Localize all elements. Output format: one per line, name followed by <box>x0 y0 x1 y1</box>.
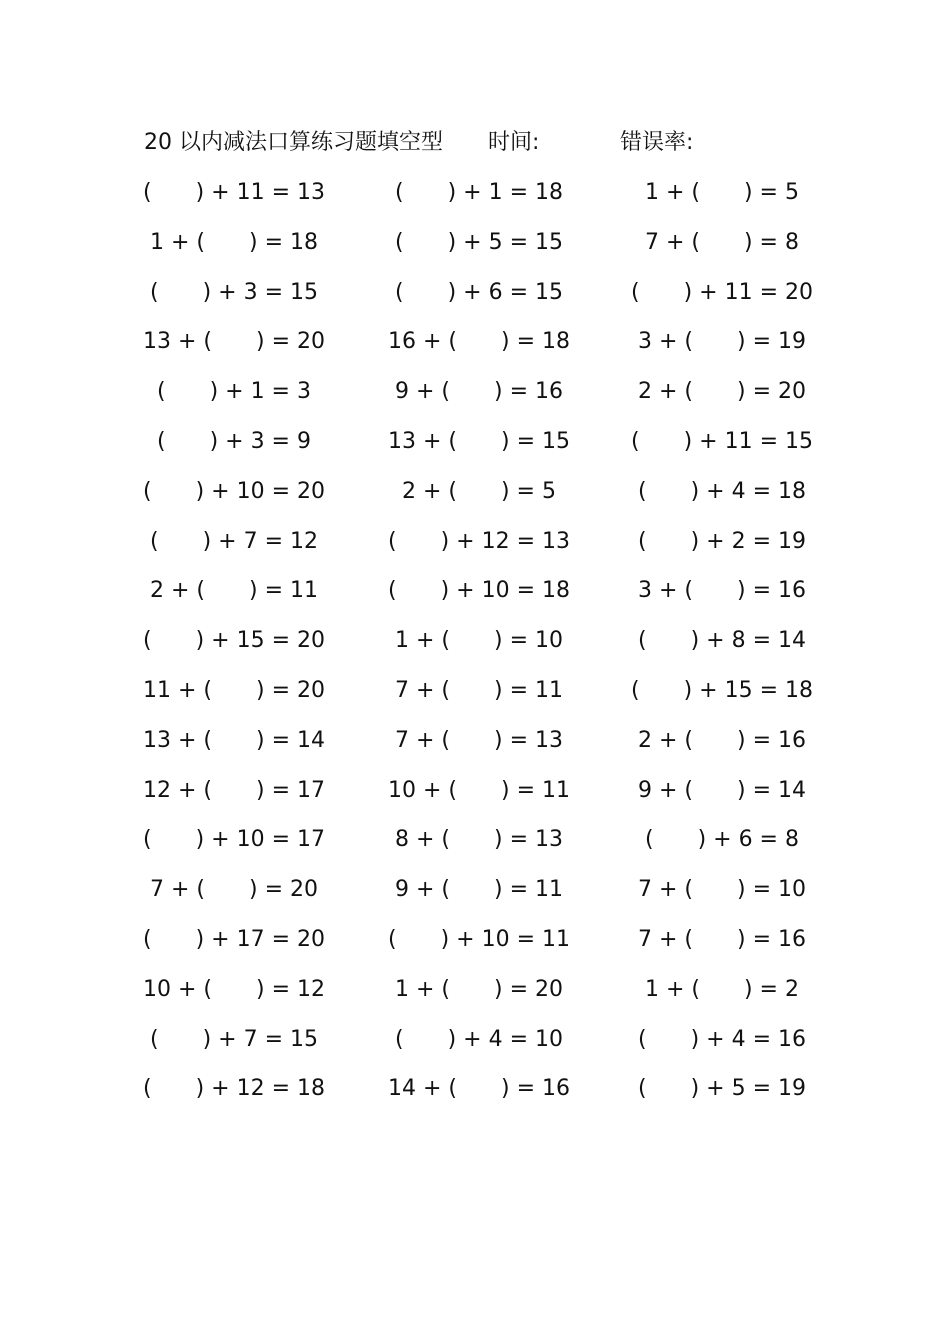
problem-cell[interactable] <box>379 623 579 659</box>
problem-row <box>130 1022 820 1072</box>
problem-text: ( ) + 5 = 15 <box>395 229 563 255</box>
problem-row <box>130 225 820 275</box>
problem-text: 3 + ( ) = 19 <box>638 329 806 355</box>
problem-text: ( ) + 4 = 18 <box>638 478 806 504</box>
problem-text: 13 + ( ) = 14 <box>143 727 325 753</box>
problem-cell[interactable] <box>379 1022 579 1058</box>
problem-row <box>130 822 820 872</box>
problem-text: ( ) + 12 = 13 <box>388 528 570 554</box>
problem-cell[interactable] <box>622 1071 822 1107</box>
problem-row <box>130 723 820 773</box>
problem-text: ( ) + 8 = 14 <box>638 628 806 654</box>
problem-cell[interactable] <box>134 1071 334 1107</box>
problem-cell[interactable] <box>622 922 822 958</box>
problem-text: 1 + ( ) = 10 <box>395 628 563 654</box>
problem-row <box>130 324 820 374</box>
problem-text: 2 + ( ) = 16 <box>638 727 806 753</box>
problem-text: ( ) + 6 = 8 <box>644 827 799 853</box>
problem-cell[interactable] <box>134 374 334 410</box>
problem-cell[interactable] <box>622 175 822 211</box>
problem-text: 2 + ( ) = 20 <box>638 379 806 405</box>
problem-text: 2 + ( ) = 11 <box>150 578 318 604</box>
problem-cell[interactable] <box>134 573 334 609</box>
problem-cell[interactable] <box>134 623 334 659</box>
problem-cell[interactable] <box>379 922 579 958</box>
problem-text: 1 + ( ) = 5 <box>644 180 799 205</box>
problem-text: 1 + ( ) = 2 <box>644 976 799 1002</box>
problem-cell[interactable] <box>622 773 822 809</box>
problem-text: 7 + ( ) = 10 <box>638 877 806 903</box>
problem-cell[interactable] <box>622 275 822 311</box>
problem-cell[interactable] <box>622 623 822 659</box>
problem-row <box>130 275 820 325</box>
problem-cell[interactable] <box>134 474 334 510</box>
problem-cell[interactable] <box>379 474 579 510</box>
problem-text: 7 + ( ) = 13 <box>395 727 563 753</box>
problem-text: 9 + ( ) = 14 <box>638 777 806 803</box>
problem-text: ( ) + 15 = 20 <box>143 628 325 654</box>
problem-text: 7 + ( ) = 20 <box>150 877 318 903</box>
problem-text: 7 + ( ) = 16 <box>638 926 806 952</box>
problem-row <box>130 573 820 623</box>
problem-text: ( ) + 12 = 18 <box>143 1076 325 1102</box>
problem-text: 16 + ( ) = 18 <box>388 329 570 355</box>
problem-grid <box>130 175 820 1121</box>
problem-cell[interactable] <box>134 424 334 460</box>
problem-text: ( ) + 11 = 15 <box>631 428 813 454</box>
problem-row <box>130 474 820 524</box>
problem-cell[interactable] <box>622 225 822 261</box>
problem-text: 8 + ( ) = 13 <box>395 827 563 853</box>
problem-text: ( ) + 7 = 15 <box>150 1026 318 1052</box>
problem-text: ( ) + 10 = 18 <box>388 578 570 604</box>
problem-cell[interactable] <box>134 972 334 1008</box>
problem-text: 9 + ( ) = 16 <box>395 379 563 405</box>
problem-cell[interactable] <box>379 872 579 908</box>
problem-cell[interactable] <box>379 275 579 311</box>
problem-cell[interactable] <box>622 1022 822 1058</box>
problem-text: ( ) + 10 = 11 <box>388 926 570 952</box>
problem-cell[interactable] <box>379 524 579 560</box>
problem-row <box>130 524 820 574</box>
problem-text: 2 + ( ) = 5 <box>401 478 556 504</box>
problem-text: ( ) + 10 = 17 <box>143 827 325 853</box>
problem-text: ( ) + 17 = 20 <box>143 926 325 952</box>
problem-cell[interactable] <box>622 723 822 759</box>
problem-text: ( ) + 4 = 10 <box>395 1026 563 1052</box>
problem-text: 9 + ( ) = 11 <box>395 877 563 903</box>
problem-text: 12 + ( ) = 17 <box>143 777 325 803</box>
problem-text: ( ) + 4 = 16 <box>638 1026 806 1052</box>
problem-text: ( ) + 1 = 3 <box>156 379 311 405</box>
problem-row <box>130 773 820 823</box>
problem-cell[interactable] <box>134 872 334 908</box>
problem-cell[interactable] <box>622 573 822 609</box>
problem-cell[interactable] <box>622 872 822 908</box>
problem-text: 13 + ( ) = 20 <box>143 329 325 355</box>
problem-cell[interactable] <box>134 723 334 759</box>
problem-text: 1 + ( ) = 18 <box>150 229 318 255</box>
problem-text: 3 + ( ) = 16 <box>638 578 806 604</box>
problem-cell[interactable] <box>379 822 579 858</box>
problem-cell[interactable] <box>622 424 822 460</box>
error-rate-label: 错误率: <box>620 130 694 155</box>
problem-row <box>130 374 820 424</box>
problem-cell[interactable] <box>379 1071 579 1107</box>
problem-text: 1 + ( ) = 20 <box>395 976 563 1002</box>
problem-cell[interactable] <box>379 573 579 609</box>
problem-cell[interactable] <box>379 225 579 261</box>
problem-text: ( ) + 15 = 18 <box>631 677 813 703</box>
problem-text: 10 + ( ) = 11 <box>388 777 570 803</box>
problem-text: ( ) + 7 = 12 <box>150 528 318 554</box>
worksheet-title: 20 以内减法口算练习题填空型 <box>144 130 443 155</box>
problem-text: ( ) + 1 = 18 <box>395 180 563 205</box>
problem-cell[interactable] <box>134 822 334 858</box>
problem-text: ( ) + 6 = 15 <box>395 279 563 305</box>
problem-cell[interactable] <box>622 324 822 360</box>
problem-row <box>130 872 820 922</box>
problem-text: 7 + ( ) = 8 <box>644 229 799 255</box>
problem-cell[interactable] <box>134 175 334 211</box>
problem-text: ( ) + 11 = 13 <box>143 180 325 205</box>
problem-cell[interactable] <box>379 723 579 759</box>
problem-cell[interactable] <box>379 324 579 360</box>
problem-cell[interactable] <box>379 374 579 410</box>
problem-cell[interactable] <box>134 275 334 311</box>
problem-cell[interactable] <box>379 424 579 460</box>
problem-text: ( ) + 3 = 15 <box>150 279 318 305</box>
problem-row <box>130 972 820 1022</box>
problem-cell[interactable] <box>622 374 822 410</box>
problem-text: ( ) + 2 = 19 <box>638 528 806 554</box>
problem-row <box>130 922 820 972</box>
problem-text: ( ) + 10 = 20 <box>143 478 325 504</box>
problem-cell[interactable] <box>622 673 822 709</box>
problem-text: 7 + ( ) = 11 <box>395 677 563 703</box>
problem-cell[interactable] <box>134 524 334 560</box>
problem-text: 13 + ( ) = 15 <box>388 428 570 454</box>
problem-cell[interactable] <box>622 972 822 1008</box>
problem-cell[interactable] <box>622 474 822 510</box>
problem-cell[interactable] <box>134 673 334 709</box>
problem-row <box>130 175 820 225</box>
problem-cell[interactable] <box>379 673 579 709</box>
problem-text: 14 + ( ) = 16 <box>388 1076 570 1102</box>
problem-cell[interactable] <box>134 1022 334 1058</box>
problem-cell[interactable] <box>134 324 334 360</box>
problem-cell[interactable] <box>134 225 334 261</box>
problem-text: ( ) + 3 = 9 <box>156 428 311 454</box>
problem-text: ( ) + 11 = 20 <box>631 279 813 305</box>
problem-cell[interactable] <box>622 524 822 560</box>
problem-cell[interactable] <box>379 972 579 1008</box>
problem-text: ( ) + 5 = 19 <box>638 1076 806 1102</box>
problem-cell[interactable] <box>134 773 334 809</box>
problem-text: 11 + ( ) = 20 <box>143 677 325 703</box>
problem-cell[interactable] <box>622 822 822 858</box>
problem-cell[interactable] <box>379 175 579 211</box>
problem-cell[interactable] <box>134 922 334 958</box>
problem-text: 10 + ( ) = 12 <box>143 976 325 1002</box>
problem-row <box>130 1071 820 1121</box>
problem-cell[interactable] <box>379 773 579 809</box>
time-label: 时间: <box>488 130 540 155</box>
problem-row <box>130 673 820 723</box>
problem-row <box>130 623 820 673</box>
problem-row <box>130 424 820 474</box>
